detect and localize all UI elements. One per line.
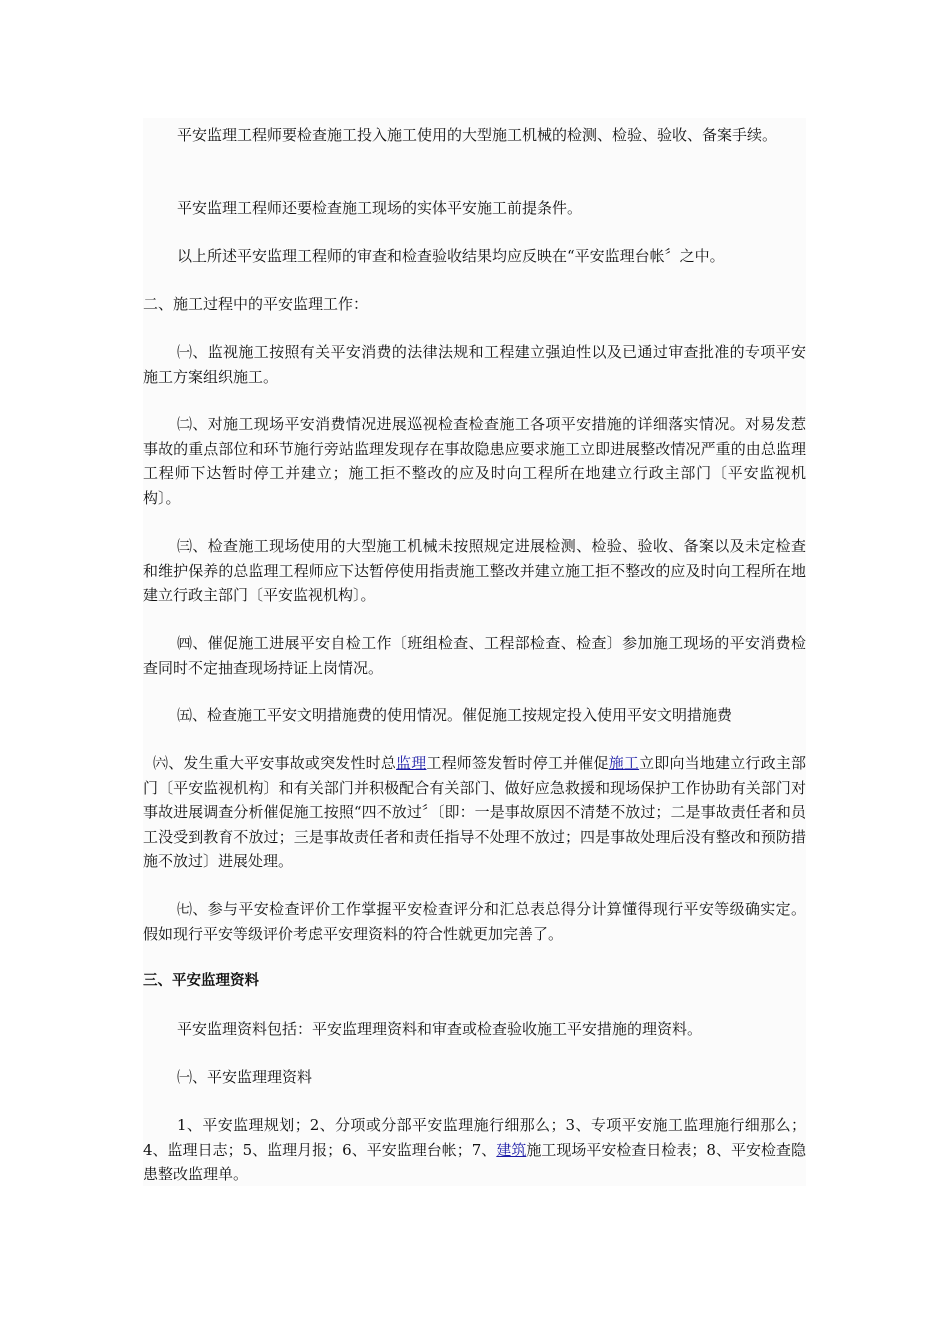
paragraph-materials-subheading: ㈠、平安监理理资料 bbox=[177, 1068, 313, 1086]
link-supervision[interactable]: 监理 bbox=[396, 754, 427, 772]
paragraph-item-2: ㈡、对施工现场平安消费情况进展巡视检查检查施工各项平安措施的详细落实情况。对易发惹事故的重点部位和环节施行旁站监理发现存在事故隐患应要求施工立即进展整改情况严重的由总监理工程师下达暂时停工并建立；施工拒不整改的应及时向工程所在地建立行政主部门〔平安监视机构〕。 bbox=[143, 415, 806, 507]
paragraph-materials-list bbox=[143, 1113, 806, 1187]
paragraph-item-5: ㈤、检查施工平安文明措施费的使用情况。催促施工按规定投入使用平安文明措施费 bbox=[177, 706, 733, 724]
paragraph-machinery-check: 平安监理工程师要检查施工投入施工使用的大型施工机械的检测、检验、验收、备案手续。 bbox=[177, 126, 778, 144]
paragraph-item-6-text-a: ㈥、发生重大平安事故或突发性时总 bbox=[153, 754, 397, 772]
link-construction[interactable]: 施工 bbox=[608, 754, 640, 772]
paragraph-item-4: ㈣、催促施工进展平安自检工作〔班组检查、工程部检查、检查〕参加施工现场的平安消费检查同时不定抽查现场持证上岗情况。 bbox=[143, 634, 806, 677]
paragraph-site-conditions: 平安监理工程师还要检查施工现场的实体平安施工前提条件。 bbox=[177, 199, 583, 217]
paragraph-item-6 bbox=[143, 751, 806, 874]
section-heading-3: 三、平安监理资料 bbox=[143, 973, 259, 989]
document-body bbox=[143, 118, 806, 1186]
paragraph-materials-intro: 平安监理资料包括：平安监理理资料和审查或检查验收施工平安措施的理资料。 bbox=[177, 1020, 703, 1038]
paragraph-item-1: ㈠、监视施工按照有关平安消费的法律法规和工程建立强迫性以及已通过审查批准的专项平安施工方案组织施工。 bbox=[143, 343, 806, 386]
link-building[interactable]: 建筑 bbox=[496, 1140, 527, 1159]
paragraph-item-3: ㈢、检查施工现场使用的大型施工机械未按照规定进展检测、检验、验收、备案以及未定检查和维护保养的总监理工程师应下达暂停使用指责施工整改并建立施工拒不整改的应及时向工程所在地建立行政主部门〔平安监视机构〕。 bbox=[143, 537, 806, 604]
paragraph-item-6-text-b: 工程师签发暂时停工并催促 bbox=[426, 754, 609, 772]
paragraph-item-6-text-c: 立即向当地建立行政主部门〔平安监视机构〕和有关部门并积极配合有关部门、做好应急救援和现场保护工作协助有关部门对事故进展调查分析催促施工按照“四不放过〞〔即：一是事故原因不清楚不放过；二是事故责任者和员工没受到教育不放过；三是事故责任者和责任指导不处理不放过；四是事故处理后没有整改和预防措施不放过〕进展处理。 bbox=[143, 754, 806, 870]
paragraph-item-7: ㈦、参与平安检查评价工作掌握平安检查评分和汇总表总得分计算懂得现行平安等级确实定。假如现行平安等级评价考虑平安理资料的符合性就更加完善了。 bbox=[143, 900, 806, 943]
paragraph-materials-list-text-b: 施工现场平安检查日检表；8、平安检查隐患整改监理单。 bbox=[143, 1140, 806, 1183]
section-heading-2: 二、施工过程中的平安监理工作： bbox=[143, 295, 369, 313]
paragraph-ledger: 以上所述平安监理工程师的审查和检查验收结果均应反映在“平安监理台帐〞之中。 bbox=[177, 247, 725, 265]
paragraph-materials-list-text-a: 1、平安监理规划；2、分项或分部平安监理施行细那么；3、专项平安施工监理施行细那么；4、监理日志；5、监理月报；6、平安监理台帐；7、 bbox=[143, 1116, 806, 1159]
